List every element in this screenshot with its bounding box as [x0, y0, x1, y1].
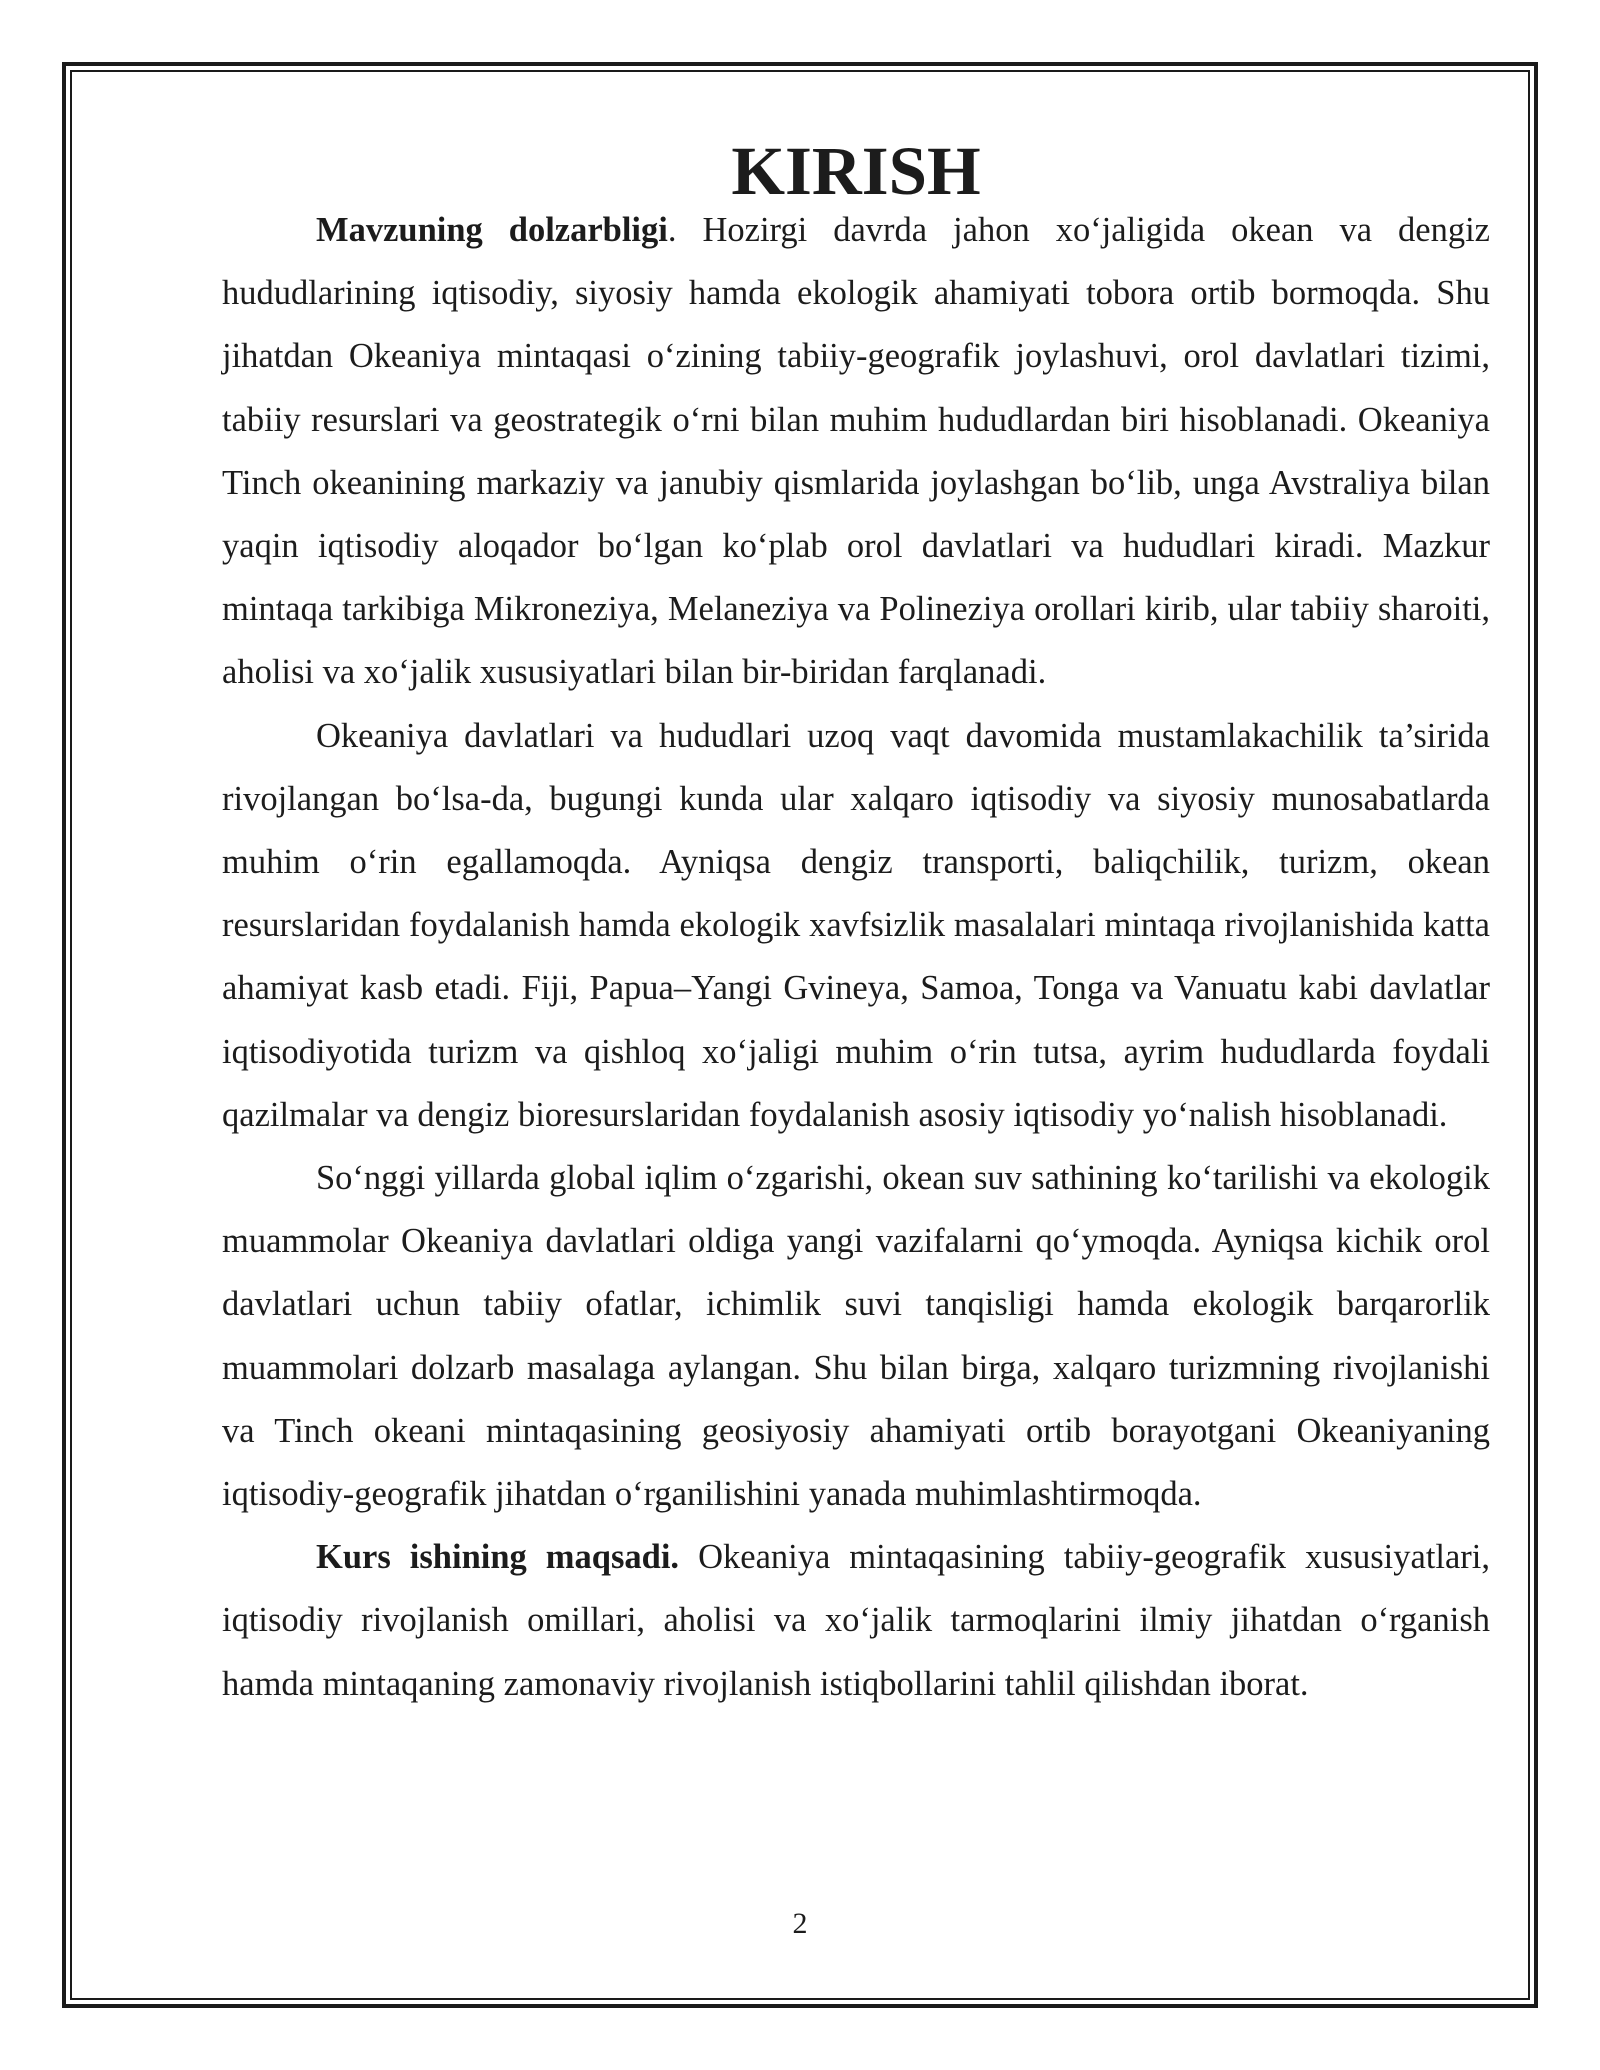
document-body [222, 133, 1490, 1716]
page-number: 2 [792, 1907, 808, 1940]
paragraph-text: Okeaniya mintaqasining tabiiy-geografik xususiyatlari, iqtisodiy rivojlanish omillari, aholisi va xo‘jalik tarmoqlarini ilmiy jihatdan o‘rganish hamda mintaqaning zamonaviy rivojlanish istiqbollarini tahlil qilishdan iborat. [222, 1538, 1490, 1703]
paragraph-history [222, 705, 1490, 1147]
paragraph-text: Okeaniya davlatlari va hududlari uzoq vaqt davomida mustamlakachilik ta’sirida rivojlangan bo‘lsa-da, bugungi kunda ular xalqaro iqtisodiy va siyosiy munosabatlarda muhim o‘rin egallamoqda. Ayniqsa dengiz transporti, baliqchilik, turizm, okean resurslaridan foydalanish hamda ekologik xavfsizlik masalalari mintaqa rivojlanishida katta ahamiyat kasb etadi. Fiji, Papua–Yangi Gvineya, Samoa, Tonga va Vanuatu kabi davlatlar iqtisodiyotida turizm va qishloq xo‘jaligi muhim o‘rin tutsa, ayrim hududlarda foydali qazilmalar va dengiz bioresurslaridan foydalanish asosiy iqtisodiy yo‘nalish hisoblanadi. [222, 716, 1490, 1134]
page-title: KIRISH [731, 133, 981, 209]
paragraph-text: So‘nggi yillarda global iqlim o‘zgarishi, okean suv sathining ko‘tarilishi va ekologik muammolar Okeaniya davlatlari oldiga yangi vazifalarni qo‘ymoqda. Ayniqsa kichik orol davlatlari uchun tabiiy ofatlar, ichimlik suvi tanqisligi hamda ekologik barqarorlik muammolari dolzarb masalaga aylangan. Shu bilan birga, xalqaro turizmning rivojlanishi va Tinch okeani mintaqasining geosiyosiy ahamiyati ortib borayotgani Okeaniyaning iqtisodiy-geografik jihatdan o‘rganilishini yanada muhimlashtirmoqda. [222, 1159, 1490, 1514]
paragraph-lead: Mavzuning dolzarbligi [316, 211, 668, 249]
paragraph-text: Hozirgi davrda jahon xo‘jaligida okean va dengiz hududlarining iqtisodiy, siyosiy hamda ekologik ahamiyati tobora ortib bormoqda. Shu jihatdan Okeaniya mintaqasi o‘zining tabiiy-geografik joylashuvi, orol davlatlari tizimi, tabiiy resurslari va geostrategik o‘rni bilan muhim hududlardan biri hisoblanadi. Okeaniya Tinch okeanining markaziy va janubiy qismlarida joylashgan bo‘lib, unga Avstraliya bilan yaqin iqtisodiy aloqador bo‘lgan ko‘plab orol davlatlari va hududlari kiradi. Mazkur mintaqa tarkibiga Mikroneziya, Melaneziya va Polineziya orollari kirib, ular tabiiy sharoiti, aholisi va xo‘jalik xususiyatlari bilan bir-biridan farqlanadi. [222, 211, 1490, 692]
paragraph-climate [222, 1147, 1490, 1526]
paragraph-goal [222, 1526, 1490, 1716]
paragraph-lead: Kurs ishining maqsadi. [316, 1538, 680, 1577]
paragraph-relevance [222, 199, 1490, 705]
paragraph-lead-punct: . [667, 211, 677, 249]
